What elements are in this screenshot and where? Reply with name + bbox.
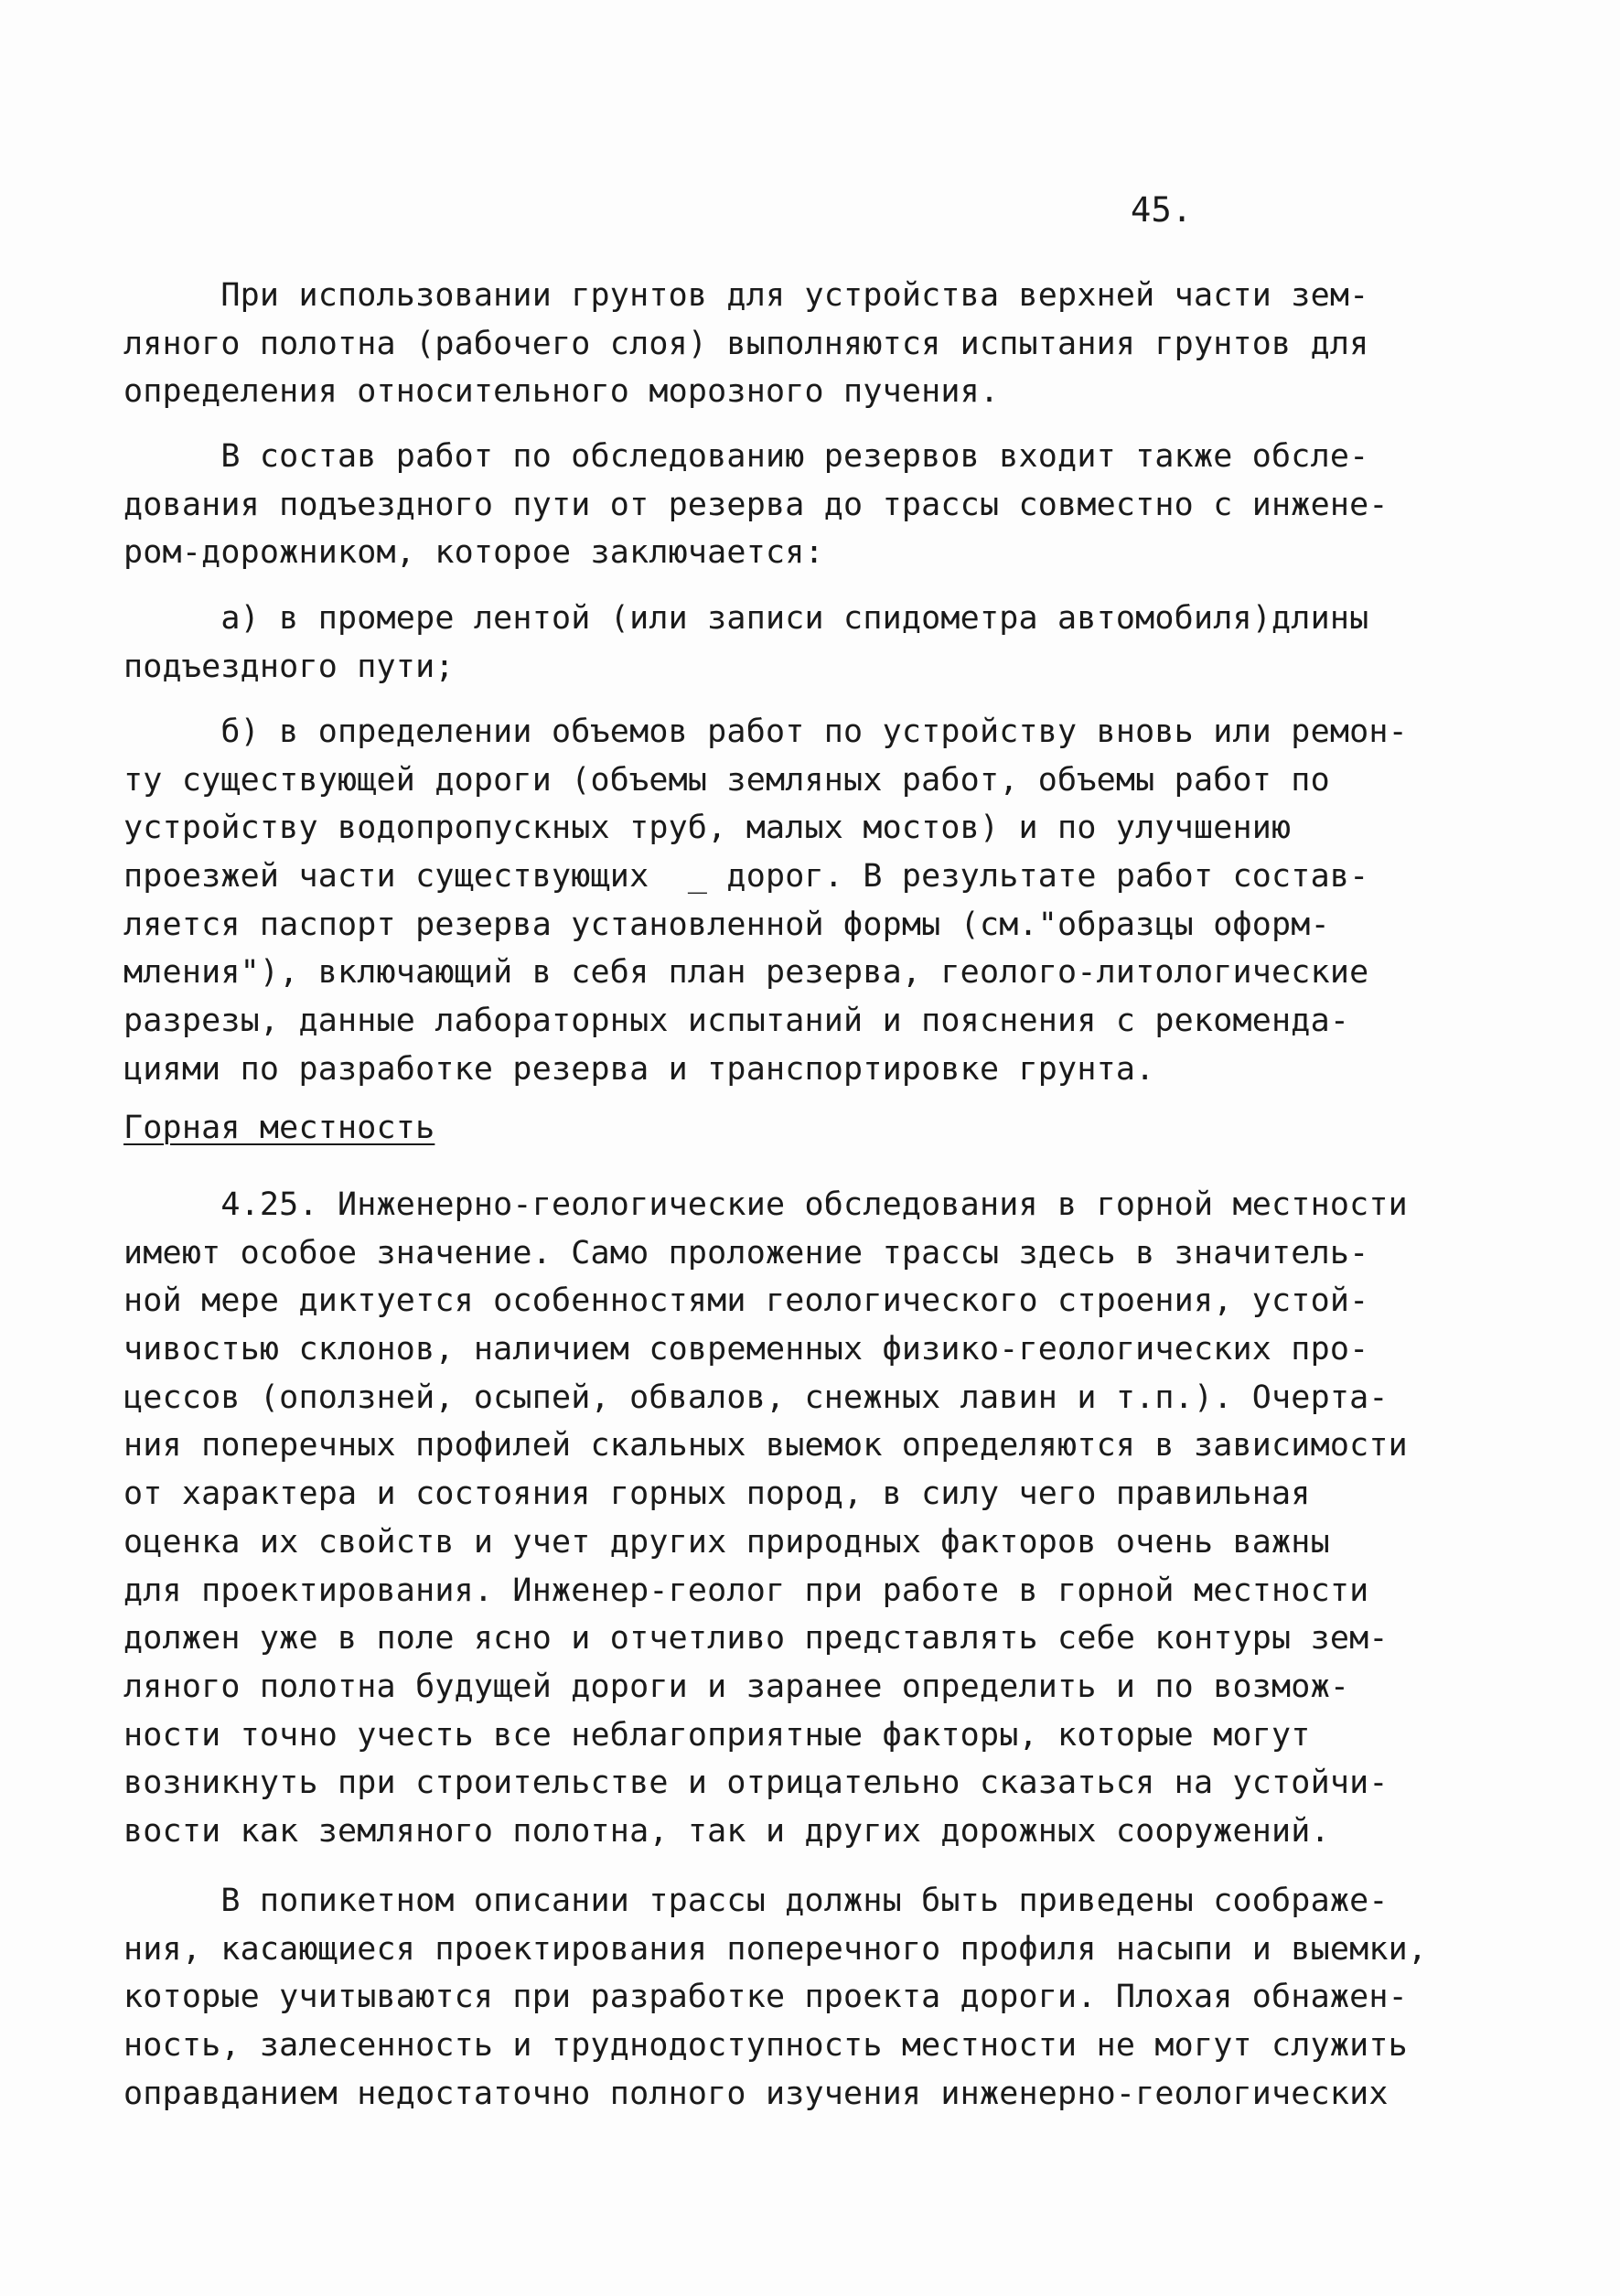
text-line: проезжей части существующих _ дорог. В результате работ состав-	[123, 858, 1369, 896]
text-line: от характера и состояния горных пород, в силу чего правильная	[123, 1475, 1311, 1513]
text-line: мления"), включающий в себя план резерва, геолого-литологические	[123, 954, 1369, 992]
text-line: ной мере диктуется особенностями геологического строения, устой-	[123, 1282, 1369, 1320]
text-line: которые учитываются при разработке проекта дороги. Плохая обнажен-	[123, 1979, 1408, 2016]
text-line: ром-дорожником, которое заключается:	[123, 534, 824, 572]
text-line: циями по разработке резерва и транспортировке грунта.	[123, 1050, 1155, 1088]
text-line: дования подъездного пути от резерва до трассы совместно с инжене-	[123, 486, 1389, 523]
text-line: определения относительного морозного пучения.	[123, 373, 1000, 411]
text-line: возникнуть при строительстве и отрицательно сказаться на устойчи-	[123, 1765, 1389, 1802]
page-number: 45.	[1131, 190, 1193, 230]
text-line: вости как земляного полотна, так и других дорожных сооружений.	[123, 1812, 1330, 1850]
paragraph-mountain-survey	[123, 1181, 1408, 1856]
text-line: цессов (оползней, осыпей, обвалов, снежных лавин и т.п.). Очерта-	[123, 1379, 1389, 1416]
text-line: ляного полотна (рабочего слоя) выполняются испытания грунтов для	[123, 325, 1369, 362]
paragraph-picket-description	[123, 1877, 1428, 2118]
text-line: для проектирования. Инженер-геолог при работе в горной местности	[123, 1572, 1369, 1609]
text-line: ту существующей дороги (объемы земляных работ, объемы работ по	[123, 761, 1330, 799]
text-line: подъездного пути;	[123, 648, 455, 685]
text-line: ности точно учесть все неблагоприятные факторы, которые могут	[123, 1716, 1311, 1754]
text-line: имеют особое значение. Само проложение трассы здесь в значитель-	[123, 1234, 1369, 1271]
text-line: ность, залесенность и труднодоступность местности не могут служить	[123, 2027, 1408, 2065]
text-line: ния поперечных профилей скальных выемок определяются в зависимости	[123, 1427, 1408, 1465]
text-line: оценка их свойств и учет других природных факторов очень важны	[123, 1523, 1330, 1561]
section-heading	[123, 1104, 1340, 1153]
list-item-b	[123, 708, 1408, 1094]
text-line: 4.25. Инженерно-геологические обследования в горной местности	[123, 1186, 1408, 1223]
text-line: устройству водопропускных труб, малых мостов) и по улучшению	[123, 810, 1292, 847]
text-line: В попикетном описании трассы должны быть приведены соображе-	[123, 1883, 1389, 1919]
heading-mountain-terrain: Горная местность	[123, 1110, 435, 1146]
text-line: В состав работ по обследованию резервов входит также обсле-	[123, 438, 1369, 475]
text-line: При использовании грунтов для устройства верхней части зем-	[123, 277, 1369, 314]
list-item-a	[123, 595, 1369, 691]
text-line: ляного полотна будущей дороги и заранее определить и по возмож-	[123, 1668, 1350, 1705]
paragraph-reserve-survey	[123, 433, 1389, 577]
text-line: чивостью склонов, наличием современных физико-геологических про-	[123, 1331, 1369, 1368]
text-line: ляется паспорт резерва установленной формы (см."образцы оформ-	[123, 906, 1330, 943]
text-line: а) в промере лентой (или записи спидометра автомобиля)длины	[123, 600, 1369, 637]
paragraph-soil-usage	[123, 272, 1369, 416]
text-line: б) в определении объемов работ по устройству вновь или ремон-	[123, 713, 1408, 750]
text-line: ния, касающиеся проектирования поперечного профиля насыпи и выемки,	[123, 1930, 1428, 1968]
text-line: должен уже в поле ясно и отчетливо представлять себе контуры зем-	[123, 1620, 1389, 1658]
text-line: разрезы, данные лабораторных испытаний и пояснения с рекоменда-	[123, 1003, 1350, 1040]
text-line: оправданием недостаточно полного изучения инженерно-геологических	[123, 2075, 1389, 2112]
